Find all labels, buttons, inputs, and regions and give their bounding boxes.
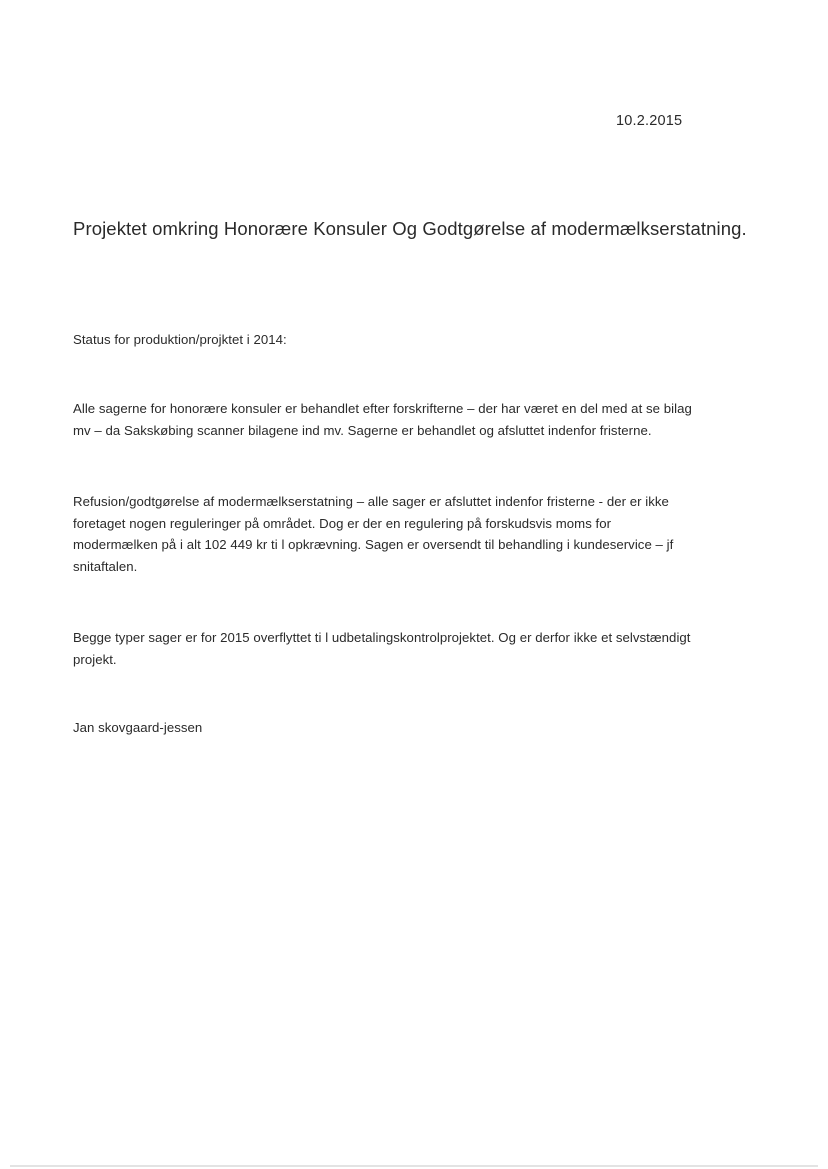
paragraph-refusion	[73, 491, 753, 577]
paragraph-line: foretaget nogen reguleringer på området. Dog er der en regulering på forskudsvis moms for	[73, 515, 612, 531]
paragraph-transfer	[73, 627, 753, 670]
document-date: 10.2.2015	[616, 113, 683, 129]
document-title: Projektet omkring Honorære Konsuler Og Godtgørelse af modermælkserstatning.	[73, 218, 747, 239]
paragraph-honorary-consuls	[73, 398, 753, 441]
signature: Jan skovgaard-jessen	[73, 720, 203, 735]
paragraph-line: snitaftalen.	[73, 558, 138, 574]
paragraph-line: Alle sagerne for honorære konsuler er behandlet efter forskrifterne – der har været en del med at se bilag	[73, 401, 692, 416]
status-heading: Status for produktion/projktet i 2014:	[73, 332, 287, 347]
paragraph-line: mv – da Sakskøbing scanner bilagene ind mv. Sagerne er behandlet og afsluttet indenfor fristerne.	[73, 422, 652, 438]
paragraph-line: Begge typer sager er for 2015 overflyttet ti l udbetalingskontrolprojektet. Og er derfor ikke et selvstændigt	[73, 630, 691, 645]
paragraph-line: Refusion/godtgørelse af modermælkserstatning – alle sager er afsluttet indenfor fristerne - der er ikke	[73, 494, 669, 509]
scan-edge-line	[10, 1165, 818, 1167]
paragraph-line: projekt.	[73, 651, 117, 667]
paragraph-line: modermælken på i alt 102 449 kr ti l opkrævning. Sagen er oversendt til behandling i kundeservice – jf	[73, 537, 674, 552]
